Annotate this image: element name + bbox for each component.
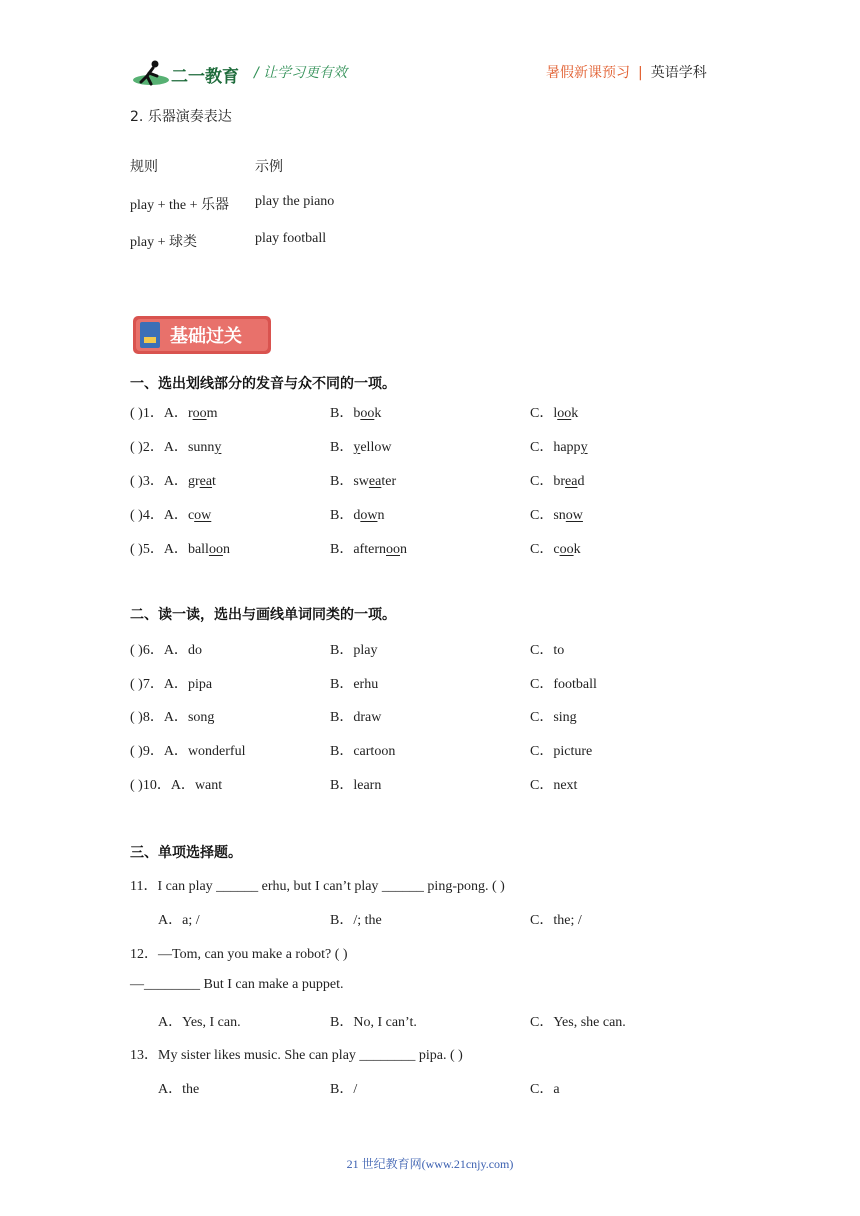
s2-q7-option-a	[130, 673, 212, 693]
s2-q7-option-c: C．football	[530, 677, 597, 692]
s2-q6-option-b: B．play	[330, 643, 378, 658]
s1-q4-word-a-pre: c	[187, 508, 195, 523]
s2-q9-option-b: B．cartoon	[330, 744, 396, 759]
section1-title: 一、选出划线部分的发音与众不同的一项。	[130, 376, 396, 392]
option-b-label: B．	[330, 508, 354, 523]
s1-q1-word-c-u: oo	[557, 406, 572, 421]
s1-q1-word-c-post: k	[571, 406, 579, 421]
section-badge	[132, 315, 272, 355]
s2-q6-option-c: C．to	[530, 643, 565, 658]
s2-q6-word-a: do	[187, 643, 202, 658]
s1-q2-word-b	[353, 440, 391, 455]
s2-q9-number: ( )9．A．	[130, 744, 188, 759]
s1-q5-number: ( )5．A．	[130, 542, 188, 557]
book-icon	[140, 322, 160, 348]
s1-q5-word-b-u: oo	[386, 542, 400, 557]
intro-example-2: play football	[255, 231, 327, 246]
s1-q3-word-b-u: ea	[368, 474, 382, 489]
s1-q1-option-a	[130, 402, 218, 422]
badge-graphic	[132, 315, 272, 355]
s1-q5-word-a-pre: ball	[187, 542, 209, 557]
s1-q3-option-b	[330, 470, 396, 490]
s1-q2-option-c	[530, 436, 588, 456]
s1-q5-word-b-pre: aftern	[353, 542, 386, 557]
s1-q2-word-c-u: y	[580, 440, 588, 455]
s2-q8-number: ( )8．A．	[130, 710, 188, 725]
q12-stem: 12．—Tom, can you make a robot? ( )	[130, 947, 348, 962]
s1-q1-number: ( )1．A．	[130, 406, 188, 421]
s1-q4-word-b-u: ow	[360, 508, 378, 523]
s1-q4-word-b-pre: d	[353, 508, 361, 523]
s2-q10-option-a	[130, 774, 222, 794]
option-c-label: C．	[530, 508, 554, 523]
q11-option-a: A．a; /	[158, 913, 200, 928]
option-b-label: B．	[330, 406, 354, 421]
s1-q5-option-b	[330, 538, 407, 558]
s1-q3-word-a-post: t	[212, 474, 216, 489]
s2-q6-option-a	[130, 639, 202, 659]
option-b-label: B．	[330, 474, 354, 489]
s1-q3-word-c-pre: br	[553, 474, 566, 489]
s1-q5-option-c	[530, 538, 581, 558]
option-c-label: C．	[530, 406, 554, 421]
s1-q3-word-a-pre: gr	[187, 474, 200, 489]
s1-q3-word-a-u: ea	[199, 474, 213, 489]
s1-q2-number: ( )2．A．	[130, 440, 188, 455]
header-separator: |	[638, 65, 643, 81]
s1-q3-word-c-u: ea	[565, 474, 578, 489]
s2-q9-option-c: C．picture	[530, 744, 593, 759]
s1-q2-word-c	[553, 440, 587, 455]
s1-q5-word-c-u: oo	[559, 542, 574, 557]
q11-option-b: B．/; the	[330, 913, 382, 928]
logo-text: 二一教育	[171, 67, 239, 87]
s1-q2-word-a-pre: sunn	[187, 440, 215, 455]
s1-q4-word-c-u: ow	[565, 508, 583, 523]
option-b-label: B．	[330, 440, 354, 455]
option-c-label: C．	[530, 474, 554, 489]
s2-q9-word-a: wonderful	[187, 744, 246, 759]
s1-q1-word-b	[353, 406, 381, 421]
s1-q3-option-c	[530, 470, 584, 490]
s1-q1-option-c	[530, 402, 578, 422]
intro-col-rule: 规则	[130, 159, 158, 175]
q11-stem: 11．I can play ______ erhu, but I can’t play ______ ping-pong. ( )	[130, 879, 505, 894]
s2-q8-option-c: C．sing	[530, 710, 577, 725]
section3-title: 三、单项选择题。	[130, 845, 242, 861]
s1-q5-word-c	[553, 542, 580, 557]
s1-q3-word-b-pre: sw	[353, 474, 369, 489]
q12-option-c: C．Yes, she can.	[530, 1015, 626, 1030]
q13-stem: 13．My sister likes music. She can play ________ pipa. ( )	[130, 1048, 463, 1063]
s1-q3-word-c-post: d	[577, 474, 585, 489]
s1-q4-word-c-pre: sn	[553, 508, 566, 523]
s1-q2-option-b	[330, 436, 391, 456]
q11-option-c: C．the; /	[530, 913, 582, 928]
s1-q5-option-a	[130, 538, 230, 558]
s1-q1-word-c	[553, 406, 578, 421]
s1-q1-word-b-pre: b	[353, 406, 361, 421]
option-c-label: C．	[530, 440, 554, 455]
s1-q5-word-b-post: n	[400, 542, 407, 557]
s1-q5-word-a-u: oo	[208, 542, 223, 557]
section2-title: 二、读一读，选出与画线单词同类的一项。	[130, 607, 396, 623]
s2-q7-option-b: B．erhu	[330, 677, 379, 692]
s1-q4-word-c	[553, 508, 583, 523]
s1-q2-option-a	[130, 436, 221, 456]
s1-q5-word-b	[353, 542, 407, 557]
s2-q10-word-a: want	[194, 778, 223, 793]
s1-q4-word-b-post: n	[377, 508, 385, 523]
s1-q4-word-b	[353, 508, 384, 523]
s2-q10-option-c: C．next	[530, 778, 578, 793]
intro-heading: 2. 乐器演奏表达	[130, 109, 232, 125]
s1-q2-word-c-pre: happ	[553, 440, 581, 455]
s1-q5-word-a-post: n	[222, 542, 230, 557]
s1-q2-word-b-u: y	[353, 440, 361, 455]
header-slogan: / 让学习更有效	[254, 65, 348, 81]
s2-q9-option-a	[130, 740, 245, 760]
s1-q4-word-a	[188, 508, 211, 523]
s1-q4-word-a-u: ow	[194, 508, 212, 523]
header-prefix: 暑假新课预习	[546, 65, 630, 81]
s1-q1-word-a-post: m	[206, 406, 218, 421]
s1-q2-word-a	[188, 440, 221, 455]
s2-q8-word-a: song	[187, 710, 215, 725]
s1-q3-word-b	[353, 474, 396, 489]
s2-q10-number: ( )10．A．	[130, 778, 195, 793]
s2-q8-option-a	[130, 706, 214, 726]
s1-q2-word-b-post: ellow	[360, 440, 392, 455]
s1-q4-option-c	[530, 504, 583, 524]
s2-q8-option-b: B．draw	[330, 710, 382, 725]
intro-rule-2: play + 球类	[130, 235, 197, 250]
runner-logo-icon	[131, 58, 243, 90]
header-right	[546, 62, 707, 82]
s2-q7-number: ( )7．A．	[130, 677, 188, 692]
s1-q5-word-a	[188, 542, 230, 557]
q12-option-a: A．Yes, I can.	[158, 1015, 241, 1030]
s1-q1-word-b-u: oo	[360, 406, 375, 421]
badge-label: 基础过关	[170, 326, 242, 347]
s1-q1-word-a-pre: r	[187, 406, 193, 421]
intro-col-example: 示例	[255, 159, 283, 175]
page-footer: 21 世纪教育网(www.21cnjy.com)	[346, 1157, 514, 1171]
s1-q3-option-a	[130, 470, 216, 490]
s1-q4-option-a	[130, 504, 211, 524]
s1-q3-word-c	[553, 474, 584, 489]
option-c-label: C．	[530, 542, 554, 557]
intro-example-1: play the piano	[255, 194, 335, 209]
s1-q5-word-c-post: k	[573, 542, 581, 557]
s1-q3-word-a	[188, 474, 216, 489]
q12-option-b: B．No, I can’t.	[330, 1015, 417, 1030]
s1-q1-word-a	[188, 406, 218, 421]
s1-q3-number: ( )3．A．	[130, 474, 188, 489]
s2-q6-number: ( )6．A．	[130, 643, 188, 658]
s1-q1-option-b	[330, 402, 381, 422]
site-logo	[131, 58, 243, 90]
q13-option-c: C．a	[530, 1082, 560, 1097]
s1-q2-word-a-u: y	[214, 440, 222, 455]
s1-q1-word-a-u: oo	[192, 406, 207, 421]
header-subject: 英语学科	[650, 65, 707, 81]
s2-q7-word-a: pipa	[187, 677, 213, 692]
q12-line2: —________ But I can make a puppet.	[130, 977, 344, 992]
s1-q4-option-b	[330, 504, 384, 524]
q13-option-b: B．/	[330, 1082, 358, 1097]
s1-q3-word-b-post: ter	[381, 474, 397, 489]
s2-q10-option-b: B．learn	[330, 778, 382, 793]
s1-q1-word-c-pre: l	[553, 406, 558, 421]
option-b-label: B．	[330, 542, 354, 557]
s1-q4-number: ( )4．A．	[130, 508, 188, 523]
s1-q5-word-c-pre: c	[553, 542, 560, 557]
q13-option-a: A．the	[158, 1082, 200, 1097]
intro-rule-1: play + the + 乐器	[130, 198, 229, 213]
s1-q1-word-b-post: k	[374, 406, 382, 421]
